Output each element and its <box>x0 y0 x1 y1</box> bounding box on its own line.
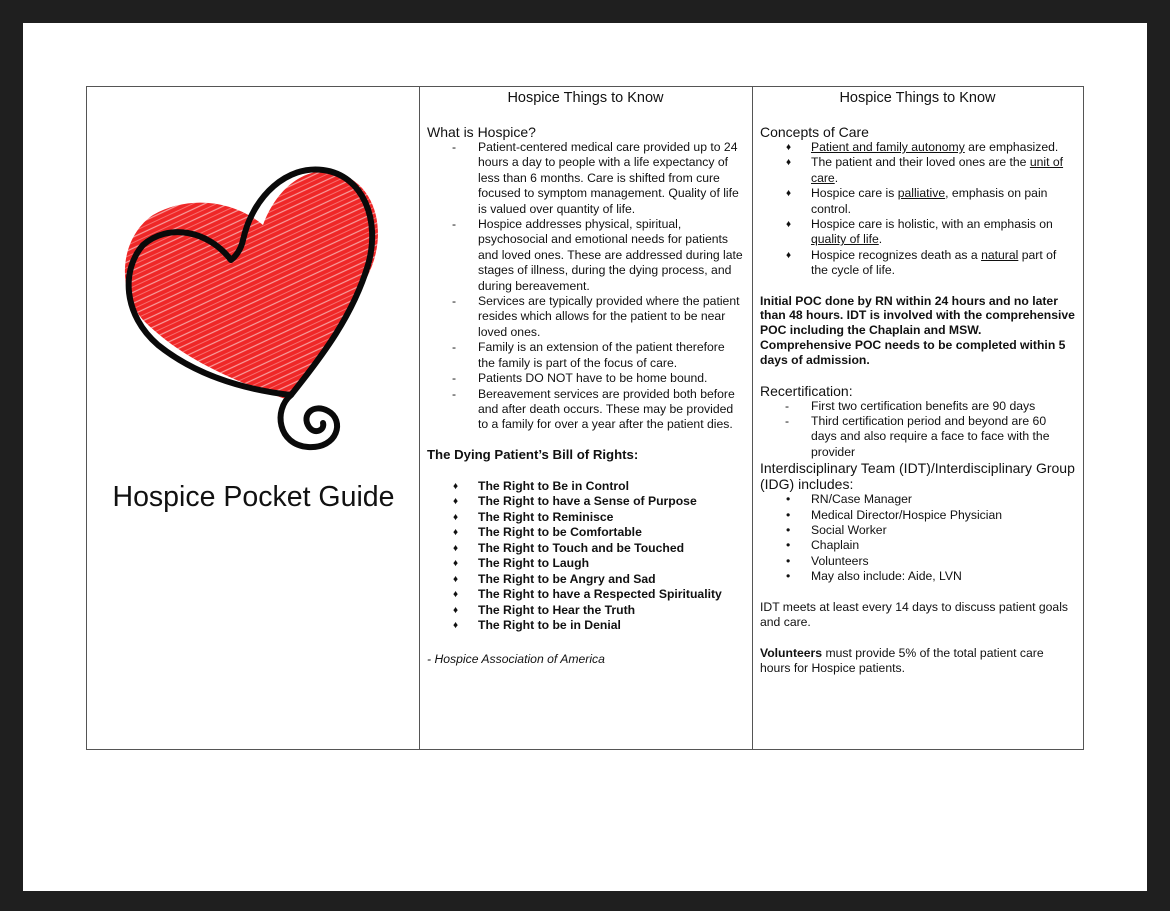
concepts-of-care-heading: Concepts of Care <box>760 124 869 140</box>
list-item: • Chaplain <box>760 538 1075 553</box>
list-item: • May also include: Aide, LVN <box>760 569 1075 584</box>
what-is-hospice-heading: What is Hospice? <box>427 124 536 140</box>
heart-tail <box>281 395 338 447</box>
list-item: ♦ The Right to have a Respected Spirituality <box>427 587 744 603</box>
bill-of-rights-heading: The Dying Patient’s Bill of Rights: <box>427 446 639 462</box>
list-item: ♦ The Right to have a Sense of Purpose <box>427 494 744 510</box>
volunteers-paragraph: Volunteers must provide 5% of the total patient care hours for Hospice patients. <box>760 645 1044 675</box>
concepts-of-care-list <box>760 140 1075 279</box>
list-item: ♦ Hospice recognizes death as a natural part of the cycle of life. <box>760 248 1075 279</box>
list-item: - Third certification period and beyond are 60 days and also require a face to face with the provider <box>760 414 1075 460</box>
list-item: • Volunteers <box>760 554 1075 569</box>
list-item: ♦ The Right to be Comfortable <box>427 525 744 541</box>
list-item: ♦ The Right to Touch and be Touched <box>427 541 744 557</box>
idt-list <box>760 492 1075 584</box>
list-item: ♦ The Right to be in Denial <box>427 618 744 634</box>
list-item: - Patients DO NOT have to be home bound. <box>427 371 744 386</box>
cover-title: Hospice Pocket Guide <box>112 481 395 513</box>
list-item: - Hospice addresses physical, spiritual, psychosocial and emotional needs for patients and loved ones. These are addressed during late stages of illness, during the dying process, and during bereavement. <box>427 217 744 294</box>
panel-title: Hospice Things to Know <box>839 90 996 106</box>
heart-icon <box>113 145 393 455</box>
recertification-list <box>760 399 1075 461</box>
list-item: - Family is an extension of the patient therefore the family is part of the focus of care. <box>427 340 744 371</box>
heart-fill <box>125 171 378 400</box>
idt-meets-paragraph: IDT meets at least every 14 days to discuss patient goals and care. <box>760 599 1069 630</box>
list-item: ♦ The Right to Laugh <box>427 556 744 572</box>
list-item: ♦ The patient and their loved ones are the unit of care. <box>760 155 1075 186</box>
list-item: ♦ The Right to Hear the Truth <box>427 603 744 619</box>
list-item: - Services are typically provided where the patient resides which allows for the patient to be near loved ones. <box>427 294 744 340</box>
idt-heading: Interdisciplinary Team (IDT)/Interdisciplinary Group (IDG) includes: <box>760 460 1075 493</box>
list-item: ♦ Hospice care is palliative, emphasis on pain control. <box>760 186 1075 217</box>
list-item: ♦ Hospice care is holistic, with an emphasis on quality of life. <box>760 217 1075 248</box>
credit-line: - Hospice Association of America <box>427 651 605 666</box>
list-item: - Bereavement services are provided both before and after death occurs. These may be provided to a family for over a year after the patient dies. <box>427 387 744 433</box>
poc-paragraph: Initial POC done by RN within 24 hours and no later than 48 hours. IDT is involved with the comprehensive POC including the Chaplain and MSW. Comprehensive POC needs to be completed within 5 days of admission. <box>760 293 1075 367</box>
list-item: • RN/Case Manager <box>760 492 1075 507</box>
panel-title: Hospice Things to Know <box>507 90 664 106</box>
recertification-heading: Recertification: <box>760 382 853 399</box>
pamphlet-table <box>86 86 1084 750</box>
bill-of-rights-list <box>427 479 744 634</box>
list-item: • Social Worker <box>760 523 1075 538</box>
list-item: - First two certification benefits are 90 days <box>760 399 1075 414</box>
list-item: - Patient-centered medical care provided up to 24 hours a day to people with a life expectancy of less than 6 months. Care is shifted from cure focused to symptom management. Quality of life is valued over quantity of life. <box>427 140 744 217</box>
what-is-hospice-list <box>427 140 744 433</box>
cover-panel <box>87 87 420 749</box>
list-item: ♦ The Right to Be in Control <box>427 479 744 495</box>
list-item: • Medical Director/Hospice Physician <box>760 508 1075 523</box>
list-item: ♦ Patient and family autonomy are emphasized. <box>760 140 1075 155</box>
things-to-know-panel-1 <box>420 87 753 749</box>
things-to-know-panel-2 <box>753 87 1083 749</box>
document-page <box>23 23 1147 891</box>
list-item: ♦ The Right to be Angry and Sad <box>427 572 744 588</box>
list-item: ♦ The Right to Reminisce <box>427 510 744 526</box>
